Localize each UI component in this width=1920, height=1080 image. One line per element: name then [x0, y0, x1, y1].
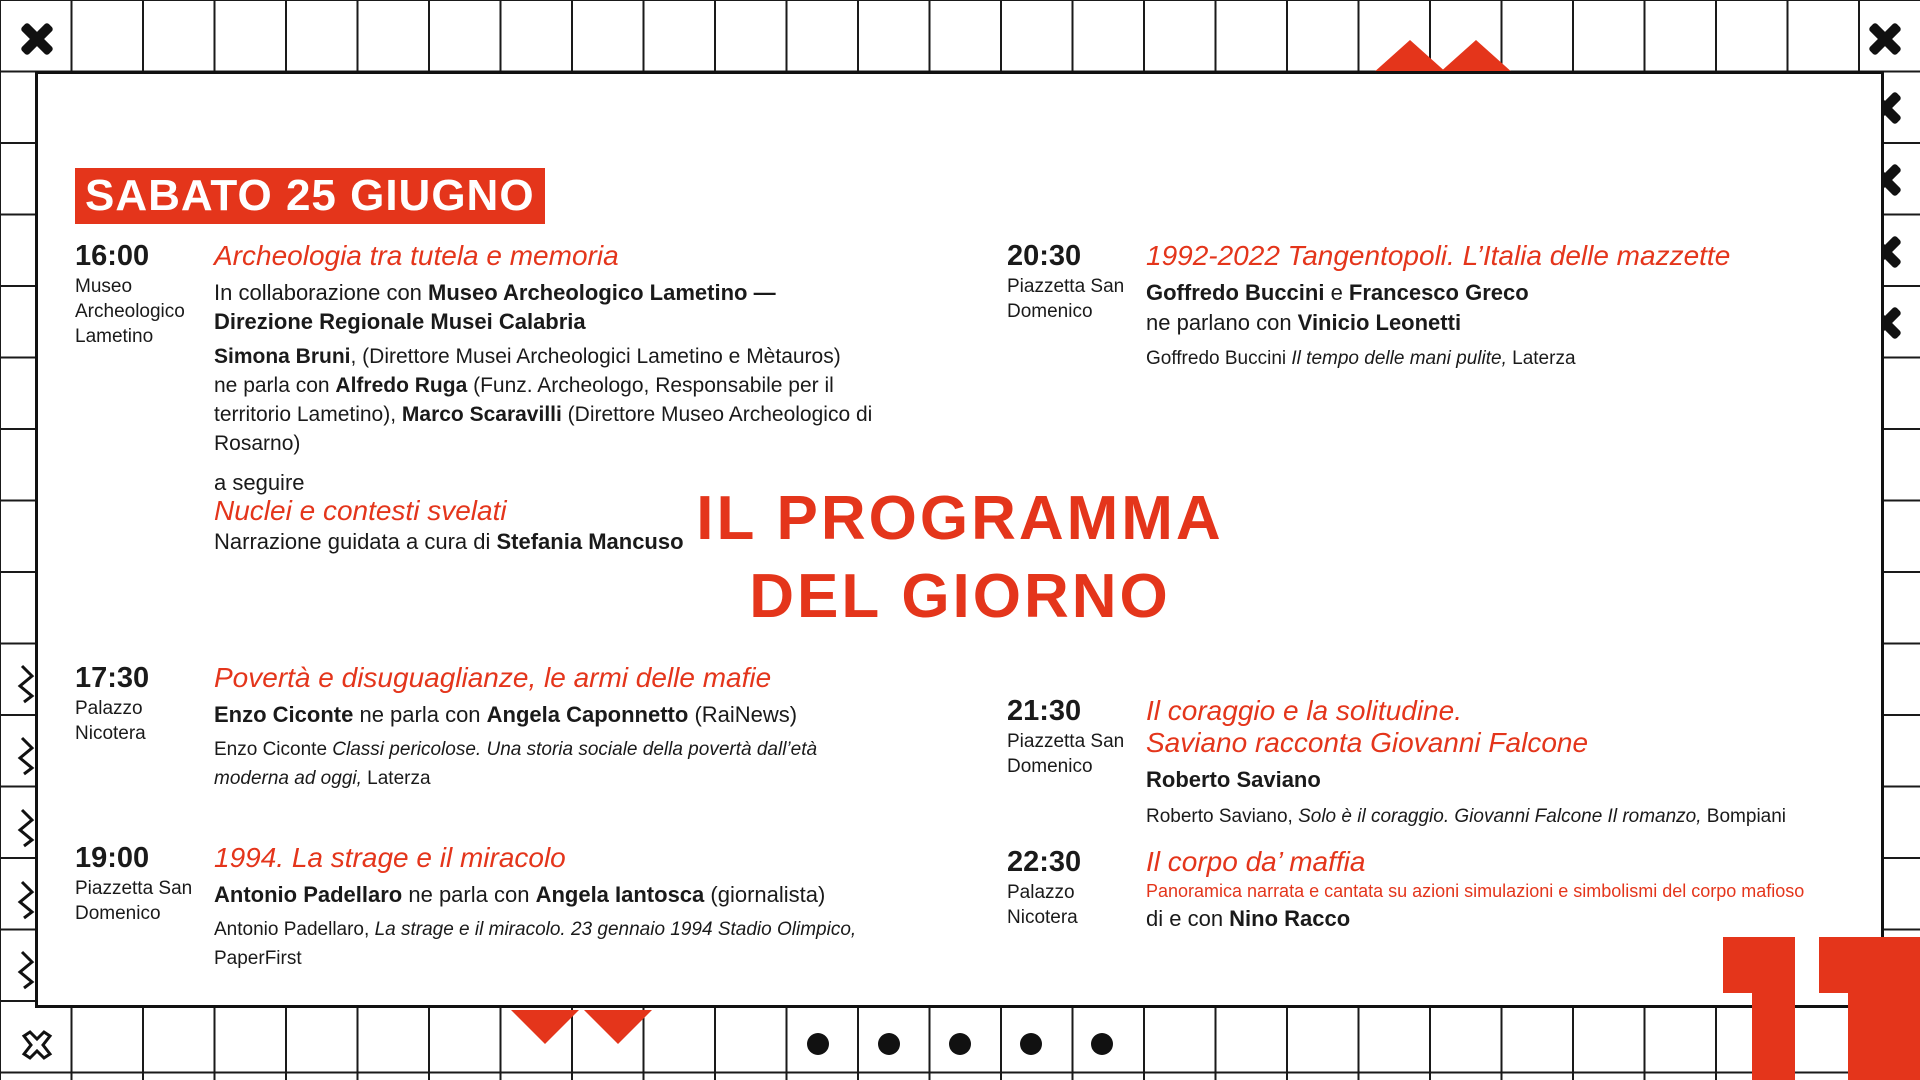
event-location: Piazzetta San Domenico — [1007, 731, 1125, 777]
date-banner: SABATO 25 GIUGNO — [75, 168, 545, 224]
event-time: 21:30 — [1007, 695, 1082, 727]
x-mark-icon — [1868, 22, 1902, 56]
event-location: Museo Archeologico Lametino — [75, 276, 185, 347]
red-triangle-decoration — [1372, 40, 1448, 74]
event-title: 1992-2022 Tangentopoli. L’Italia delle mazzette — [1146, 240, 1731, 271]
event-speakers: Roberto Saviano — [1146, 767, 1321, 792]
event-location: Palazzo Nicotera — [1007, 882, 1078, 928]
event-collaboration: In collaborazione con Museo Archeologico Lametino — Direzione Regionale Musei Calabria — [214, 280, 776, 334]
red-triangle-decoration — [584, 1010, 652, 1044]
event-description: Panoramica narrata e cantata su azioni simulazioni e simbolismi del corpo mafioso — [1146, 881, 1805, 901]
event-time: 17:30 — [75, 662, 150, 694]
event-title: Archeologia tra tutela e memoria — [214, 240, 619, 271]
event-time: 20:30 — [1007, 240, 1082, 272]
event-guided-tour: Narrazione guidata a cura di Stefania Mancuso — [214, 529, 684, 554]
day-number-graphic — [1848, 937, 1920, 1080]
event-book: Antonio Padellaro, La strage e il miracolo. 23 gennaio 1994 Stadio Olimpico, PaperFirst — [214, 919, 857, 969]
event-title-line2: Saviano racconta Giovanni Falcone — [1146, 727, 1589, 758]
dot-decoration — [807, 1033, 829, 1055]
event-title: Il corpo da’ maffia — [1146, 846, 1366, 877]
event-speakers: Goffredo Buccini e Francesco Greco ne parlano con Vinicio Leonetti — [1146, 280, 1529, 335]
event-speakers: Antonio Padellaro ne parla con Angela Iantosca (giornalista) — [214, 882, 826, 907]
event-follow-label: a seguire — [214, 470, 305, 495]
event-performer: di e con Nino Racco — [1146, 906, 1351, 931]
event-title: Il coraggio e la solitudine. — [1146, 695, 1462, 726]
event-title: Povertà e disuguaglianze, le armi delle mafie — [214, 662, 772, 693]
dot-decoration — [1091, 1033, 1113, 1055]
event-time: 16:00 — [75, 240, 150, 272]
event-location: Piazzetta San Domenico — [75, 878, 193, 924]
event-speakers: Simona Bruni, (Direttore Musei Archeologici Lametino e Mètauros) ne parla con Alfredo Ruga (Funz. Archeologo, Responsabile per il territorio Lametino), Marco Scaravilli (Direttore Museo Archeologico di Rosarno) — [214, 345, 873, 455]
event-book: Enzo Ciconte Classi pericolose. Una storia sociale della povertà dall’età moderna ad oggi, Laterza — [214, 739, 818, 789]
page-title-line1: IL PROGRAMMA — [696, 484, 1224, 553]
red-triangle-decoration — [1438, 40, 1514, 74]
event-book: Goffredo Buccini Il tempo delle mani pulite, Laterza — [1146, 348, 1576, 369]
zigzag-cross-icon — [20, 1028, 54, 1062]
day-number-graphic — [1752, 937, 1795, 1080]
red-triangle-decoration — [511, 1010, 579, 1044]
event-speakers: Enzo Ciconte ne parla con Angela Caponnetto (RaiNews) — [214, 702, 798, 727]
event-location: Palazzo Nicotera — [75, 698, 146, 744]
event-title: 1994. La strage e il miracolo — [214, 842, 566, 873]
event-time: 22:30 — [1007, 846, 1082, 878]
dot-decoration — [878, 1033, 900, 1055]
dot-decoration — [1020, 1033, 1042, 1055]
event-time: 19:00 — [75, 842, 150, 874]
event-book: Roberto Saviano, Solo è il coraggio. Giovanni Falcone Il romanzo, Bompiani — [1146, 806, 1787, 827]
page-title-line2: DEL GIORNO — [749, 562, 1171, 631]
event-subtitle: Nuclei e contesti svelati — [214, 495, 507, 526]
event-location: Piazzetta San Domenico — [1007, 276, 1125, 322]
x-mark-icon — [20, 22, 54, 56]
dot-decoration — [949, 1033, 971, 1055]
